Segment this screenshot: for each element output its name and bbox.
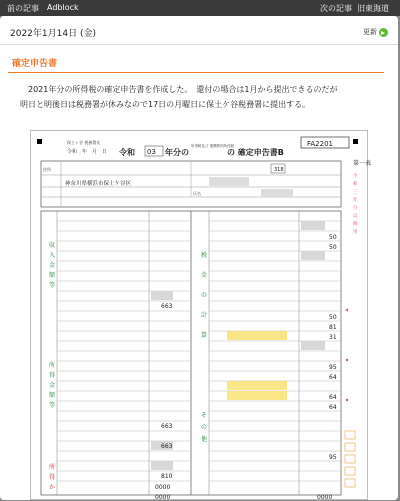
form-value-3: 663: [161, 443, 173, 450]
date-divider: [0, 44, 398, 45]
title-divider: [8, 72, 384, 73]
form-value-2: 663: [161, 423, 173, 430]
form-right-3: 50: [329, 314, 337, 321]
form-subtitle: 所得税及び 復興特別所得税: [191, 144, 235, 148]
svg-text:額: 額: [49, 392, 56, 399]
top-navigation-bar: [0, 0, 400, 16]
post-body: [20, 82, 390, 112]
svg-text:か: か: [49, 484, 56, 491]
form-right-6: 95: [329, 364, 337, 371]
svg-text:降: 降: [353, 222, 358, 227]
form-right-10: 95: [329, 454, 337, 461]
form-address-label: 住所: [43, 167, 51, 172]
form-header-small: 保土ヶ谷 税務署長: [67, 140, 101, 145]
form-right-5: 31: [329, 334, 337, 341]
svg-text:金: 金: [49, 382, 56, 389]
svg-text:税: 税: [201, 252, 208, 259]
svg-text:入: 入: [49, 252, 56, 259]
svg-text:得: 得: [49, 372, 56, 379]
svg-text:額: 額: [49, 272, 56, 279]
author-link[interactable]: 旧東海道: [357, 4, 389, 13]
form-era: 令和: [119, 148, 135, 157]
form-name-label: 氏名: [193, 191, 201, 196]
form-right-9: 64: [329, 404, 337, 411]
svg-text:得: 得: [49, 474, 56, 481]
form-right-11: 0000: [317, 494, 333, 501]
form-right-2: 50: [329, 244, 337, 251]
form-section-income-1: 収: [49, 242, 56, 249]
svg-text:三: 三: [353, 190, 358, 195]
svg-text:所: 所: [49, 464, 56, 471]
refresh-icon: [379, 28, 388, 37]
form-year: 03: [147, 148, 156, 156]
svg-text:等: 等: [49, 402, 56, 409]
form-value-4: 810: [161, 473, 173, 480]
post-paragraph-2: 明日と明後日は税務署が休みなので17日の月曜日に保土ケ谷税務署に提出する。: [20, 100, 311, 109]
update-link[interactable]: [363, 27, 388, 37]
form-right-4: 81: [329, 324, 337, 331]
svg-text:◀: ◀: [345, 307, 349, 312]
post-paragraph-1: 2021年分の所得税の確定申告書を作成した。 還付の場合は1月から提出できるのだが: [28, 85, 338, 94]
form-right-8: 64: [329, 394, 337, 401]
tax-form-image[interactable]: [30, 130, 372, 501]
svg-text:等: 等: [49, 282, 56, 289]
svg-text:以: 以: [353, 214, 358, 219]
svg-text:計: 計: [201, 312, 208, 319]
svg-text:所: 所: [49, 362, 56, 369]
form-value-1: 663: [161, 303, 173, 310]
svg-text:年: 年: [353, 198, 358, 203]
prev-article-link[interactable]: 前の記事: [7, 4, 39, 13]
svg-text:そ: そ: [201, 412, 208, 419]
svg-text:の: の: [201, 424, 208, 431]
svg-text:金: 金: [49, 262, 56, 269]
article-card: [0, 16, 398, 500]
svg-text:分: 分: [353, 206, 358, 211]
svg-text:金: 金: [201, 272, 208, 279]
adblock-link[interactable]: Adblock: [47, 3, 79, 12]
svg-text:◀: ◀: [345, 397, 349, 402]
form-right-7: 64: [329, 374, 337, 381]
form-address: 神奈川県横浜市保土ケ谷区: [65, 181, 132, 187]
form-phone: 318: [274, 167, 284, 173]
form-side-label: 第一表: [353, 160, 372, 167]
form-year-suffix: 年分の: [165, 148, 189, 157]
svg-text:算: 算: [201, 332, 208, 339]
form-code: FA2201: [307, 140, 333, 148]
post-date: 2022年1月14日 (金): [10, 29, 96, 39]
svg-text:用: 用: [353, 230, 358, 235]
svg-text:の: の: [201, 292, 208, 299]
form-value-6: 0000: [155, 494, 171, 501]
post-title: 確定申告書: [12, 59, 58, 69]
tax-form-drawing: [31, 131, 372, 501]
svg-text:令: 令: [353, 174, 358, 179]
svg-text:令和 年 月 日: 令和 年 月 日: [67, 149, 108, 155]
svg-text:◀: ◀: [345, 357, 349, 362]
svg-text:和: 和: [353, 182, 358, 187]
form-title: の 確定申告書B: [227, 148, 284, 157]
form-right-1: 50: [329, 234, 337, 241]
update-label: 更新: [363, 28, 377, 36]
svg-text:他: 他: [201, 436, 208, 443]
next-article-link[interactable]: 次の記事: [320, 4, 352, 13]
form-value-5: 0000: [155, 484, 171, 491]
